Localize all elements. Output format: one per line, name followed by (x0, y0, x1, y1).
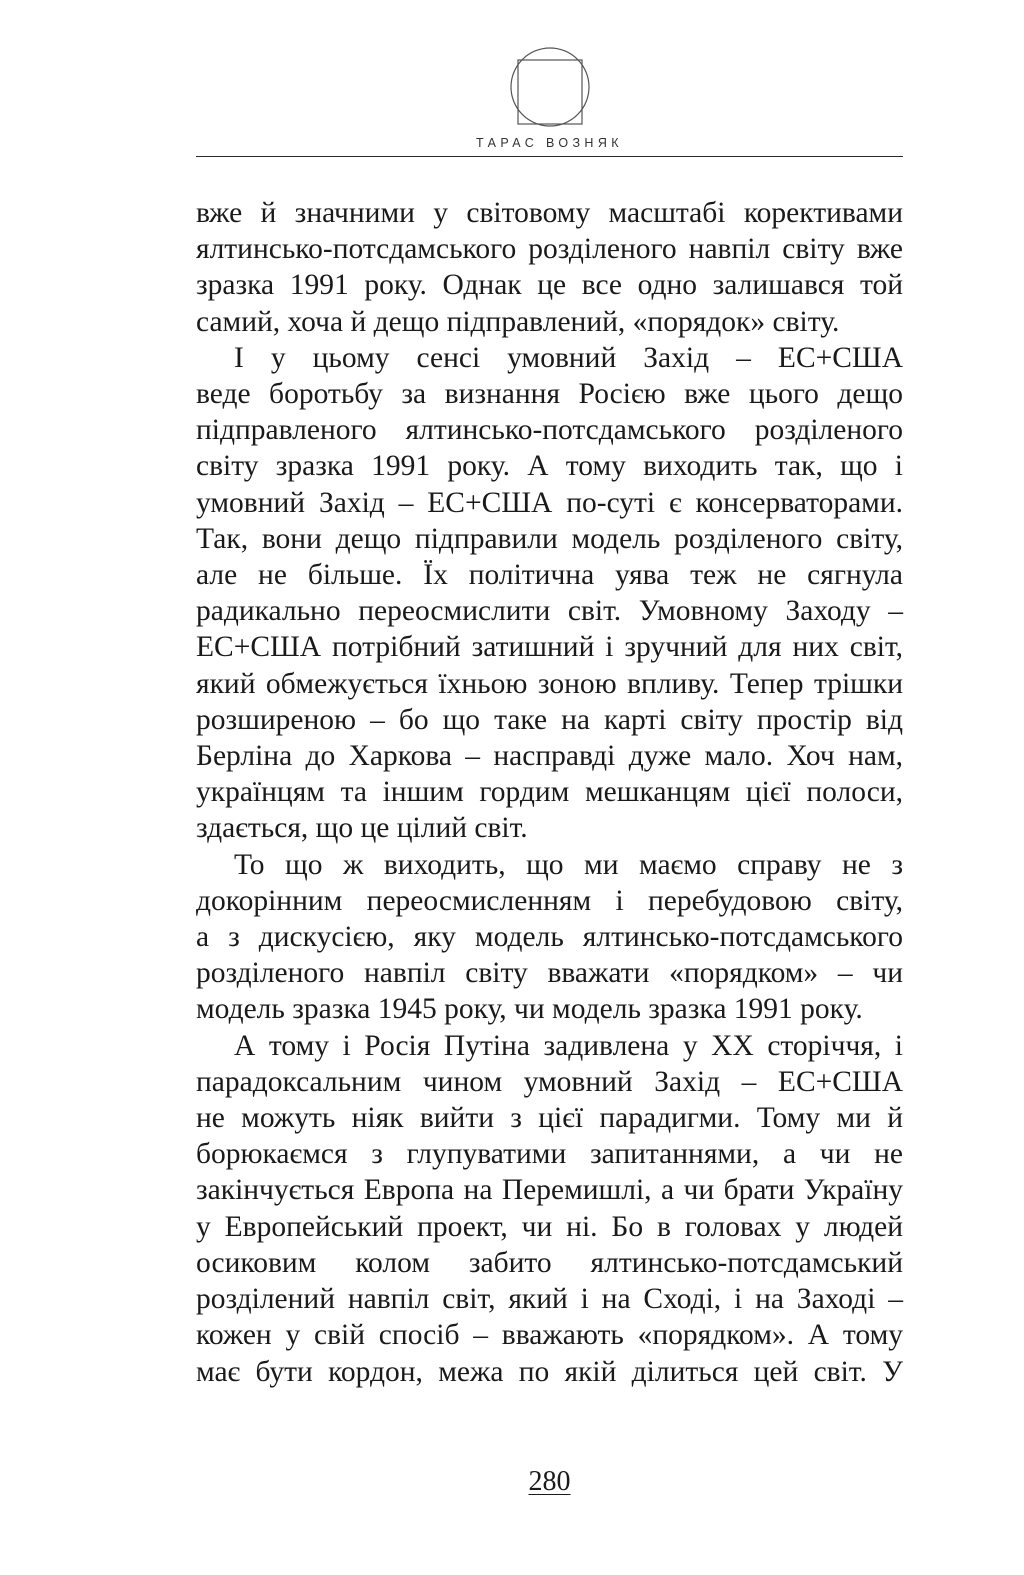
page-number (196, 1466, 903, 1498)
text-line: парадоксальним чином умовний Захід – ЕС+США (196, 1065, 903, 1098)
text-line: борюкаємся з глупуватими запитаннями, а чи не (196, 1138, 903, 1171)
text-line: веде боротьбу за визнання Росією вже цього дещо (196, 378, 903, 411)
text-line: умовний Захід – ЕС+США по-суті є консерваторами. (196, 486, 903, 519)
text-line: ЕС+США потрібний затишний і зручний для них світ, (196, 631, 903, 664)
text-line: який обмежується їхньою зоною впливу. Тепер трішки (196, 667, 903, 700)
text-line: розділеного навпіл світу вважати «порядком» – чи (196, 957, 903, 990)
text-line: підправленого ялтинсько-потсдамського розділеного (196, 414, 903, 447)
text-line: Так, вони дещо підправили модель розділеного світу, (196, 522, 903, 555)
text-line: Берліна до Харкова – насправді дуже мало. Хоч нам, (196, 740, 903, 773)
running-header-author: ТАРАС ВОЗНЯК (476, 136, 623, 150)
circle-square-logo-icon (508, 45, 592, 129)
text-line: закінчується Европа на Перемишлі, а чи брати Україну (196, 1174, 903, 1207)
text-line: українцям та іншим гордим мешканцям цієї полоси, (196, 776, 903, 809)
text-line: радикально переосмислити світ. Умовному Заходу – (196, 595, 903, 628)
text-line: але не більше. Їх політична уява теж не сягнула (196, 559, 903, 592)
text-line: осиковим колом забито ялтинсько-потсдамський (196, 1246, 903, 1279)
text-line: докорінним переосмисленням і перебудовою світу, (196, 884, 903, 917)
text-line: розділений навпіл світ, який і на Сході, і на Заході – (196, 1283, 903, 1316)
header-rule (196, 156, 903, 157)
text-line: самий, хоча й дещо підправлений, «порядок» світу. (196, 305, 840, 338)
page-number-value: 280 (528, 1466, 571, 1497)
text-line: не можуть ніяк вийти з цієї парадигми. Тому ми й (196, 1102, 903, 1135)
text-line: розширеною – бо що таке на карті світу простір від (196, 703, 903, 736)
text-line: вже й значними у світовому масштабі корективами (196, 197, 903, 229)
text-line: кожен у свій спосіб – вважають «порядком». А тому (196, 1319, 903, 1352)
text-line: А тому і Росія Путіна задивлена у ХХ сторіччя, і (234, 1029, 903, 1062)
body-text (196, 195, 903, 1390)
text-line: зразка 1991 року. Однак це все одно залишався той (196, 269, 903, 302)
text-line: світу зразка 1991 року. А тому виходить так, що і (196, 450, 903, 483)
text-line: має бути кордон, межа по якій ділиться цей світ. У (196, 1355, 903, 1388)
text-line: а з дискусією, яку модель ялтинсько-потсдамського (196, 921, 903, 954)
text-line: модель зразка 1945 року, чи модель зразка 1991 року. (196, 993, 863, 1026)
text-line: здається, що це цілий світ. (196, 812, 528, 845)
text-line: І у цьому сенсі умовний Захід – ЕС+США (234, 341, 903, 374)
text-line: ялтинсько-потсдамського розділеного навпіл світу вже (196, 233, 903, 266)
text-line: у Европейський проект, чи ні. Бо в головах у людей (196, 1210, 903, 1243)
text-line: То що ж виходить, що ми маємо справу не з (234, 848, 903, 881)
